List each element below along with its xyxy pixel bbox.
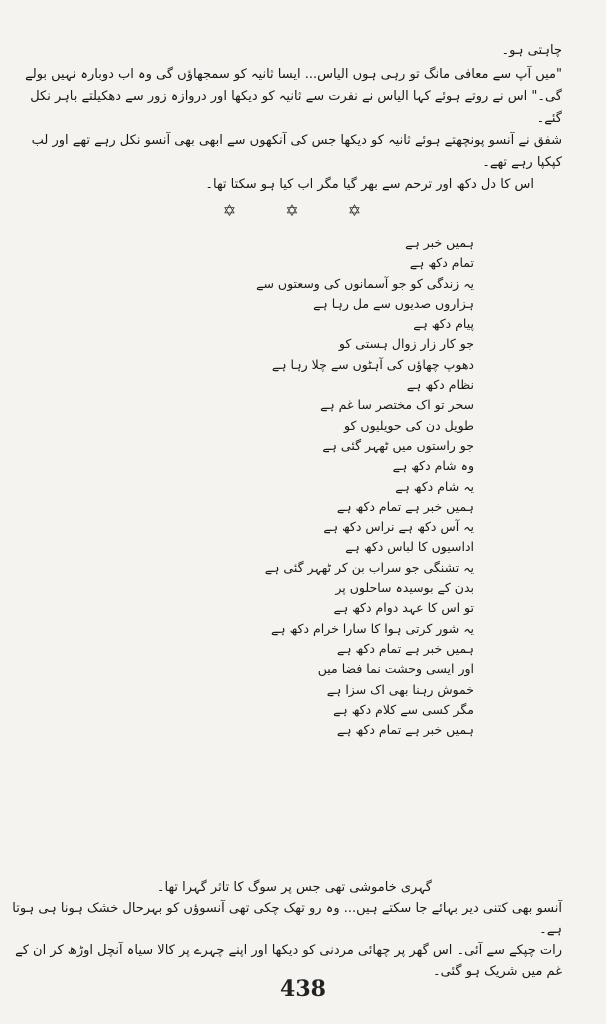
poem-line: مگر کسی سے کلام دکھ ہے (333, 701, 474, 717)
prose-paragraph-1: "میں آپ سے معافی مانگ تو رہی ہوں الیاس... ایسا ثانیہ کو سمجھاؤں گی وہ اب دوبارہ نہیں بولے گی۔" اس نے روتے ہوئے کہا الیاس نے نفرت سے ثانیہ کو دیکھا اور دروازہ زور سے دھکیلتے باہر نکل گئے۔ (25, 67, 562, 126)
page-number: 438 (280, 976, 326, 1002)
poem-line: نظام دکھ ہے (406, 377, 474, 393)
section-separator: ✡ ✡ ✡ (222, 201, 384, 220)
poem-line: پیام دکھ ہے (413, 316, 474, 332)
poem-line: سحر تو اک مختصر سا غم ہے (320, 397, 474, 413)
opening-line (17, 40, 562, 62)
poem (144, 233, 474, 740)
prose-paragraph-2: شفق نے آنسو پونچھتے ہوئے ثانیہ کو دیکھا جس کی آنکھوں سے ابھی بھی آنسو نکل رہے تھے اور لب کپکپا رہے تھے۔ (31, 133, 562, 170)
poem-line: ہمیں خبر ہے تمام دکھ ہے (336, 722, 474, 738)
closing-paragraph-1: گہری خاموشی تھی جس پر سوگ کا تاثر گہرا تھا۔ (156, 880, 432, 895)
poem-line: ہمیں خبر ہے تمام دکھ ہے (336, 640, 474, 656)
poem-line: یہ تشنگی جو سراب بن کر ٹھہر گئی ہے (264, 559, 474, 575)
poem-line: ہمیں خبر ہے تمام دکھ ہے (336, 498, 474, 514)
poem-line: اداسیوں کا لباس دکھ ہے (345, 539, 474, 555)
poem-line: جو کار زار زوال ہستی کو (338, 336, 474, 352)
closing-block (2, 877, 562, 982)
poem-line: وہ شام دکھ ہے (392, 458, 474, 474)
poem-line: تو اس کا عہد دوام دکھ ہے (333, 600, 474, 616)
poem-line: جو راستوں میں ٹھہر گئی ہے (322, 437, 474, 453)
poem-line: بدن کے بوسیدہ ساحلوں پر (335, 580, 474, 596)
poem-line: یہ آس دکھ ہے نراس دکھ ہے (323, 519, 474, 535)
poem-line: تمام دکھ ہے (409, 255, 474, 271)
poem-line: یہ زندگی کو جو آسمانوں کی وسعتوں سے (256, 275, 474, 291)
closing-paragraph-3: رات چپکے سے آئی۔ اس گھر پر چھائی مردنی کو دیکھا اور اپنے چہرے پر کالا سیاہ آنچل اوڑھ کر ان کے غم میں شریک ہو گئی۔ (15, 943, 562, 979)
poem-line: خموش رہنا بھی اک سزا ہے (326, 681, 474, 697)
poem-line: طویل دن کی حویلیوں کو (344, 417, 474, 433)
poem-line: یہ شام دکھ ہے (395, 478, 474, 494)
prose-block (17, 64, 562, 196)
poem-line: ہمیں خبر ہے (405, 235, 474, 250)
poem-line: ہزاروں صدیوں سے مل رہا ہے (313, 295, 474, 311)
poem-line: اور ایسی وحشت نما فضا میں (317, 661, 474, 677)
prose-line: چاہتی ہو۔ (501, 43, 562, 58)
poem-line: دھوپ چھاؤں کی آہٹوں سے چلا رہا ہے (271, 356, 474, 372)
poem-line: یہ شور کرتی ہوا کا سارا خرام دکھ ہے (270, 620, 474, 636)
prose-paragraph-3: اس کا دل دکھ اور ترحم سے بھر گیا مگر اب کیا ہو سکتا تھا۔ (205, 177, 534, 192)
closing-paragraph-2: آنسو بھی کتنی دیر بہائے جا سکتے ہیں... وہ رو تھک چکی تھی آنسوؤں کو بہرحال خشک ہونا ہی ہوتا ہے۔ (12, 901, 562, 937)
